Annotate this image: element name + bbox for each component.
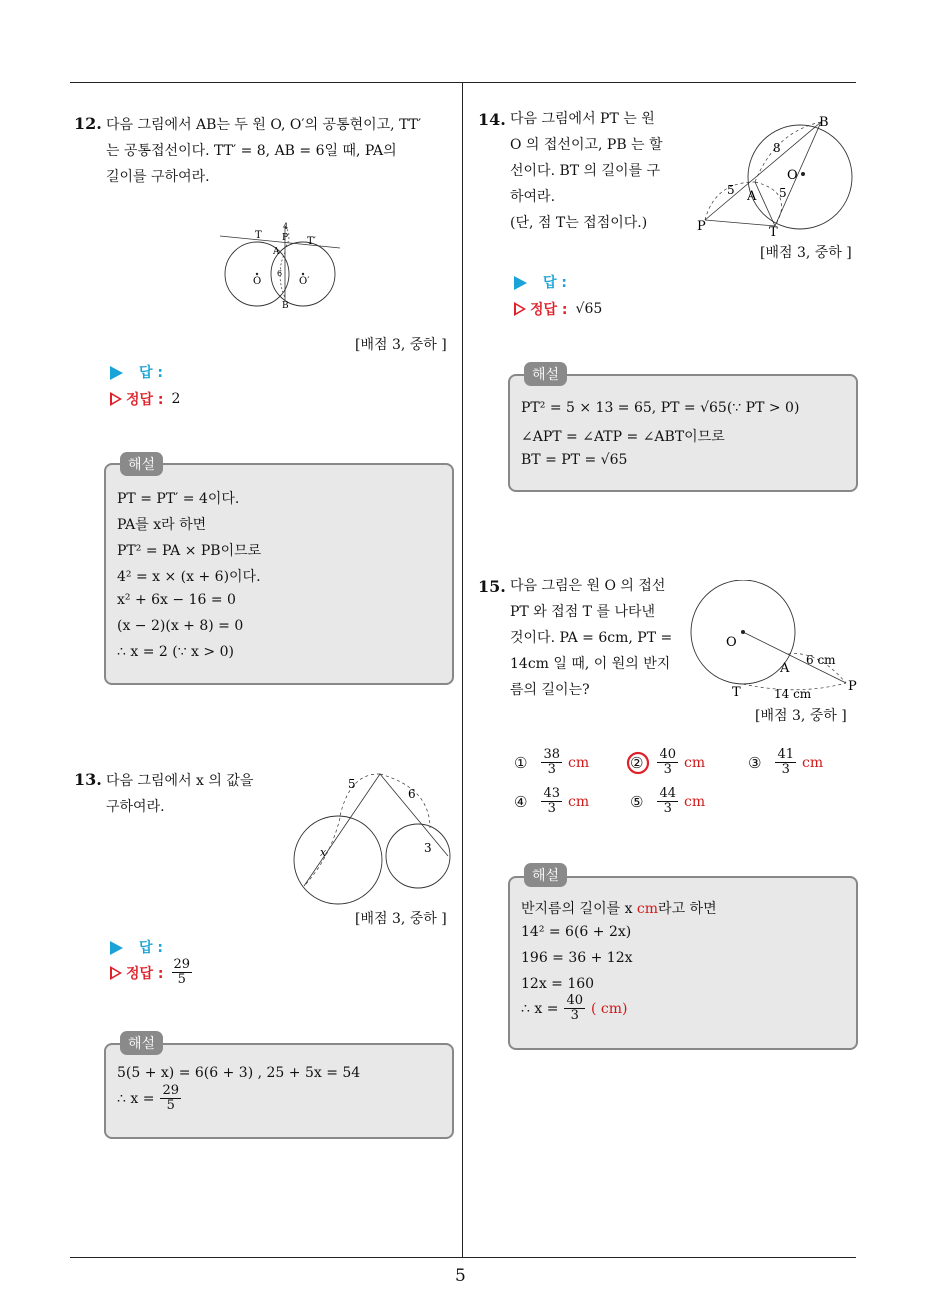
q12-fig-n6: 6 xyxy=(277,269,283,278)
q13-meta: [배점 3, 중하 ] xyxy=(355,911,447,927)
q14-fig-n5b: 5 xyxy=(779,186,787,200)
q15-meta: [배점 3, 중하 ] xyxy=(755,708,847,724)
q12-figure xyxy=(215,218,345,310)
q15-line5: 름의 길이는? xyxy=(510,682,590,698)
q14-fig-T: T xyxy=(769,225,778,238)
q12-fig-n4: 4 xyxy=(283,222,289,231)
q14-line4: 하여라. xyxy=(510,189,556,205)
q13-solution-tag: 해설 xyxy=(120,1031,163,1055)
q14-figure xyxy=(695,112,859,238)
q14-circle xyxy=(748,125,852,229)
q13-secant-left xyxy=(304,774,380,886)
choice-unit: cm xyxy=(802,754,824,771)
q14-sol-line: BT = PT = √65 xyxy=(521,452,628,468)
correct-arrow-icon xyxy=(514,302,526,316)
q13-correct-row xyxy=(110,958,192,987)
column-divider xyxy=(462,82,463,1258)
q15-choice-3[interactable] xyxy=(748,748,823,777)
q15-sol-line4: 12x = 160 xyxy=(521,976,595,992)
choice-den: 3 xyxy=(663,801,672,816)
choice-den: 3 xyxy=(547,762,556,777)
q14-tangent-PT xyxy=(705,220,775,226)
q13-sol2-fraction xyxy=(160,1084,181,1113)
choice-den: 3 xyxy=(663,762,672,777)
q15-sol5-unit: ( cm) xyxy=(590,1000,628,1017)
q12-correct-label: 정답 : xyxy=(126,392,164,408)
q14-correct-value: √65 xyxy=(575,301,603,317)
q12-sol-line: (x − 2)(x + 8) = 0 xyxy=(117,618,244,634)
q12-fig-T: T xyxy=(255,230,262,241)
q12-fig-P: P xyxy=(282,233,289,243)
q14-sol-line: PT² = 5 × 13 = 65, PT = √65(∵ PT > 0) xyxy=(521,400,800,416)
q12-line3: 길이를 구하여라. xyxy=(106,169,210,185)
answer-arrow-icon xyxy=(514,276,527,290)
answer-arrow-icon xyxy=(110,366,123,380)
page-number: 5 xyxy=(455,1266,466,1286)
q12-sol-line: 4² = x × (x + 6)이다. xyxy=(117,569,261,585)
q13-correct-den: 5 xyxy=(177,972,186,987)
q13-circle-right xyxy=(386,824,450,888)
q13-fig-x: x xyxy=(320,846,327,859)
q13-figure xyxy=(290,768,458,908)
q12-tangent-line xyxy=(220,236,340,248)
q15-line4: 14cm 일 때, 이 원의 반지 xyxy=(510,656,671,672)
q15-fig-T: T xyxy=(732,685,741,700)
q15-sol-line3: 196 = 36 + 12x xyxy=(521,950,633,966)
q13-correct-fraction xyxy=(172,958,193,987)
q14-correct-label: 정답 : xyxy=(530,302,568,318)
q15-line2: PT 와 접점 T 를 나타낸 xyxy=(510,604,656,620)
choice-fraction xyxy=(541,748,562,777)
choice-num: 40 xyxy=(659,747,676,762)
q13-circle-left xyxy=(294,816,382,904)
choice-unit: cm xyxy=(568,793,590,810)
q14-line1: 다음 그림에서 PT 는 원 xyxy=(510,111,655,127)
q15-sol5-fraction xyxy=(564,994,585,1023)
q13-fig-c: 3 xyxy=(424,841,432,855)
choice-marker-text: ② xyxy=(630,753,644,772)
q12-sol-line: PA를 x라 하면 xyxy=(117,517,207,533)
q14-line3: 선이다. BT 의 길이를 구 xyxy=(510,163,661,179)
q13-number: 13. xyxy=(74,770,102,789)
q12-fig-Op: O′ xyxy=(299,276,310,287)
choice-num: 38 xyxy=(543,747,560,762)
q14-sol-line: ∠APT = ∠ATP = ∠ABT이므로 xyxy=(521,429,725,445)
q14-fig-A: A xyxy=(747,189,757,204)
choice-marker: ③ xyxy=(748,753,762,772)
q15-sol-line1 xyxy=(521,898,717,918)
q12-fig-Tp: T′ xyxy=(307,236,316,247)
q14-fig-n8: 8 xyxy=(773,141,781,155)
q14-fig-B: B xyxy=(819,115,829,130)
q12-fig-A: A xyxy=(273,247,280,257)
choice-fraction xyxy=(541,787,562,816)
q14-answer-label: 답 : xyxy=(543,275,567,291)
q15-sol-line2: 14² = 6(6 + 2x) xyxy=(521,924,632,940)
q13-sol-line2 xyxy=(117,1084,181,1113)
correct-arrow-icon xyxy=(110,966,122,980)
q15-line3: 것이다. PA = 6cm, PT = xyxy=(510,630,673,646)
q13-sol2-num: 29 xyxy=(162,1083,179,1098)
q12-answer-label: 답 : xyxy=(139,365,163,381)
q15-fig-P: P xyxy=(848,679,857,694)
top-rule xyxy=(70,82,856,83)
q12-correct-value: 2 xyxy=(171,391,181,407)
choice-marker: ⑤ xyxy=(630,792,644,811)
choice-marker xyxy=(630,754,643,772)
q13-sol-line1: 5(5 + x) = 6(6 + 3) , 25 + 5x = 54 xyxy=(117,1065,361,1081)
q12-correct-row xyxy=(110,389,180,409)
choice-den: 3 xyxy=(547,801,556,816)
choice-num: 43 xyxy=(543,786,560,801)
q13-answer-row xyxy=(110,937,163,957)
q14-solution-tag: 해설 xyxy=(524,362,567,386)
q14-fig-P: P xyxy=(697,219,706,234)
bottom-rule xyxy=(70,1257,856,1258)
q15-fig-A: A xyxy=(780,661,790,676)
choice-marker: ④ xyxy=(514,792,528,811)
q15-choice-5[interactable] xyxy=(630,787,705,816)
q14-meta: [배점 3, 중하 ] xyxy=(760,245,852,261)
choice-den: 3 xyxy=(781,762,790,777)
q13-fig-a: 5 xyxy=(348,777,356,791)
q13-correct-label: 정답 : xyxy=(126,965,164,982)
q15-line1: 다음 그림은 원 O 의 접선 xyxy=(510,578,666,594)
q15-fig-len6: 6 cm xyxy=(806,653,836,667)
q12-sol-line: x² + 6x − 16 = 0 xyxy=(117,592,236,608)
q15-sol5-den: 3 xyxy=(570,1008,579,1023)
q15-fig-len14: 14 cm xyxy=(774,687,812,701)
choice-marker: ① xyxy=(514,753,528,772)
q15-choice-2[interactable] xyxy=(630,748,705,777)
q13-sol2-den: 5 xyxy=(166,1098,175,1113)
q15-choice-1[interactable] xyxy=(514,748,589,777)
choice-fraction xyxy=(657,787,678,816)
q14-number: 14. xyxy=(478,110,506,129)
q15-solution-tag: 해설 xyxy=(524,863,567,887)
q14-answer-row xyxy=(514,272,567,292)
q12-solution-tag: 해설 xyxy=(120,452,163,476)
q12-sol-line: PT² = PA × PB이므로 xyxy=(117,543,262,559)
choice-num: 44 xyxy=(659,786,676,801)
q15-sol-line5 xyxy=(521,994,627,1023)
q15-sol1-a: 반지름의 길이를 x xyxy=(521,901,637,917)
choice-fraction xyxy=(775,748,796,777)
q12-answer-row xyxy=(110,362,163,382)
q15-sol5-prefix: ∴ x = xyxy=(521,1000,559,1017)
q13-line1: 다음 그림에서 x 의 값을 xyxy=(106,773,254,789)
q14-line2: O 의 접선이고, PB 는 할 xyxy=(510,137,663,153)
q13-answer-label: 답 : xyxy=(139,940,163,956)
q13-fig-b: 6 xyxy=(408,787,416,801)
q15-sol1-b: 라고 하면 xyxy=(658,901,717,917)
choice-unit: cm xyxy=(684,793,706,810)
choice-num: 41 xyxy=(777,747,794,762)
q15-number: 15. xyxy=(478,577,506,596)
q13-correct-num: 29 xyxy=(173,957,191,972)
q12-fig-O: O xyxy=(253,276,262,287)
q15-figure xyxy=(688,580,864,704)
q12-sol-line: ∴ x = 2 (∵ x > 0) xyxy=(117,644,234,660)
correct-arrow-icon xyxy=(110,392,122,406)
q12-line1: 다음 그림에서 AB는 두 원 O, O′의 공통현이고, TT′ xyxy=(106,117,422,133)
choice-unit: cm xyxy=(568,754,590,771)
q15-fig-O: O xyxy=(726,635,737,650)
q15-sol5-num: 40 xyxy=(566,993,583,1008)
q12-sol-line: PT = PT′ = 4이다. xyxy=(117,491,240,507)
selected-circle-icon xyxy=(625,750,651,776)
q13-line2: 구하여라. xyxy=(106,799,165,815)
choice-fraction xyxy=(657,748,678,777)
q14-line5: (단, 점 T는 접점이다.) xyxy=(510,215,648,231)
q12-meta: [배점 3, 중하 ] xyxy=(355,337,447,353)
q14-fig-n5a: 5 xyxy=(727,183,735,197)
q14-secant-PB xyxy=(705,122,821,220)
q14-fig-O: O xyxy=(787,168,798,183)
q13-sol2-prefix: ∴ x = xyxy=(117,1090,155,1107)
q12-line2: 는 공통접선이다. TT′ = 8, AB = 6일 때, PA의 xyxy=(106,143,397,159)
q15-sol1-unit: cm xyxy=(636,901,659,917)
q14-chord-BT xyxy=(775,122,821,226)
answer-arrow-icon xyxy=(110,941,123,955)
q15-choice-4[interactable] xyxy=(514,787,589,816)
choice-unit: cm xyxy=(684,754,706,771)
q12-number: 12. xyxy=(74,114,102,133)
q12-fig-B: B xyxy=(282,301,289,310)
q14-correct-row xyxy=(514,299,602,319)
